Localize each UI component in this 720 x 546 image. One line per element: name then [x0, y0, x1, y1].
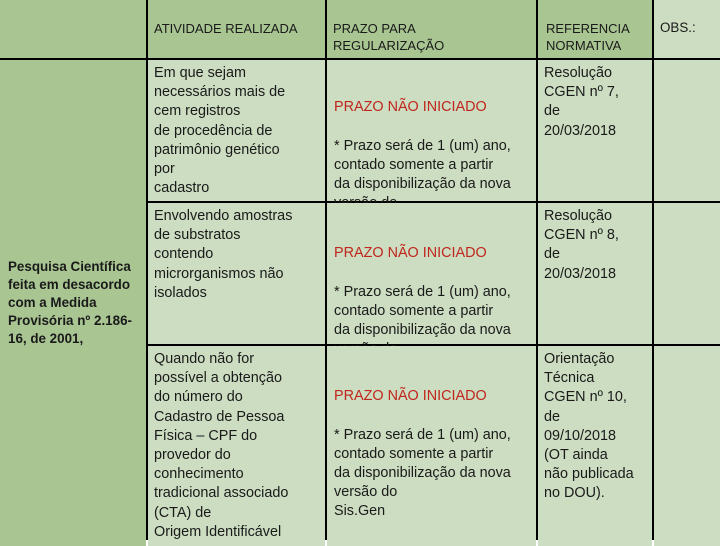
- row-3-prazo-text: * Prazo será de 1 (um) ano, contado somente a partir da disponibilização da nova versão do Sis.Gen: [334, 426, 511, 520]
- corner-cell: [0, 0, 146, 58]
- row-3-referencia: Orientação Técnica CGEN nº 10, de 09/10/2018 (OT ainda não publicada no DOU).: [538, 346, 652, 546]
- row-1-prazo-text: * Prazo será de 1 (um) ano, contado somente a partir da disponibilização da nova: [334, 137, 511, 193]
- row-2-referencia: Resolução CGEN nº 8, de 20/03/2018: [538, 203, 652, 344]
- header-referencia: REFERENCIA NORMATIVA: [538, 0, 652, 58]
- header-prazo: PRAZO PARA REGULARIZAÇÃO: [327, 0, 536, 58]
- row-1-atividade: Em que sejam necessários mais de cem registros de procedência de patrimônio genético por cadastro: [148, 60, 325, 201]
- row-3-obs: [654, 346, 720, 546]
- row-2-prazo-text: * Prazo será de 1 (um) ano, contado somente a partir da disponibilização da nova: [334, 283, 511, 339]
- row-1-prazo: [327, 60, 536, 201]
- header-atividade: ATIVIDADE REALIZADA: [148, 0, 325, 58]
- row-2-atividade: Envolvendo amostras de substratos contendo microrganismos não isolados: [148, 203, 325, 344]
- row-3-prazo: [327, 346, 536, 546]
- row-1-referencia: Resolução CGEN nº 7, de 20/03/2018: [538, 60, 652, 201]
- group-label-text: Pesquisa Científica feita em desacordo com a Medida Provisória nº 2.186-16, de 2001,: [8, 259, 132, 346]
- row-3-atividade: Quando não for possível a obtenção do número do Cadastro de Pessoa Física – CPF do provedor do conhecimento tradicional associado (CTA) de Origem Identificável: [148, 346, 325, 546]
- group-label: [0, 60, 146, 546]
- row-2-prazo-status: PRAZO NÃO INICIADO: [334, 245, 487, 262]
- row-2-obs: [654, 203, 720, 344]
- row-3-prazo-status: PRAZO NÃO INICIADO: [334, 388, 487, 405]
- row-1-prazo-status: PRAZO NÃO INICIADO: [334, 99, 487, 116]
- row-2-prazo: [327, 203, 536, 344]
- row-1-obs: [654, 60, 720, 201]
- header-obs: OBS.:: [654, 0, 720, 58]
